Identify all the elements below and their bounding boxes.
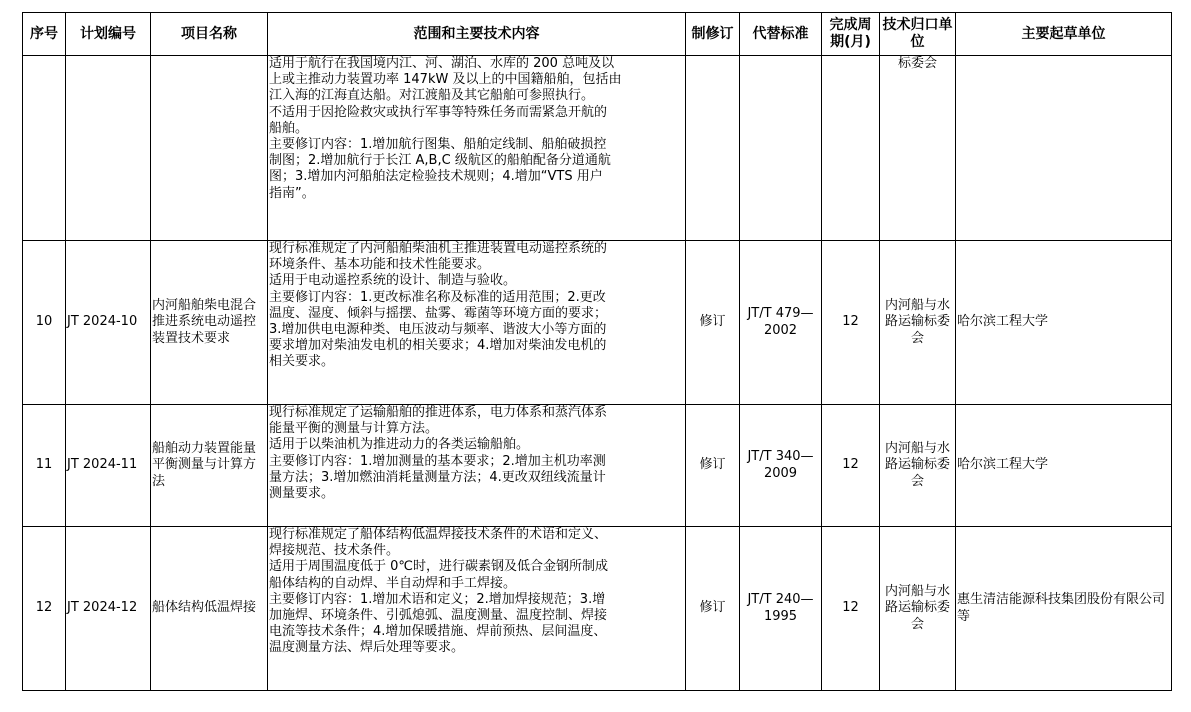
scope-line: 船体结构的自动焊、半自动焊和手工焊接。	[269, 575, 517, 591]
cell-seq: 10	[23, 241, 66, 405]
cell-scope	[268, 56, 686, 241]
table-row	[23, 241, 1172, 405]
scope-line: 加施焊、环境条件、引弧熄弧、温度测量、温度控制、焊接	[269, 608, 608, 624]
header-replace-standard: 代替标准	[740, 13, 822, 56]
header-scope: 范围和主要技术内容	[268, 13, 686, 56]
scope-line: 现行标准规定了船体结构低温焊接技术条件的术语和定义、	[269, 527, 608, 542]
scope-line: 3.增加供电电源种类、电压波动与频率、谐波大小等方面的	[269, 322, 607, 338]
cell-revise: 修订	[686, 527, 740, 691]
table-row	[23, 56, 1172, 241]
scope-line: 主要修订内容：1.增加术语和定义；2.增加焊接规范；3.增	[269, 591, 606, 607]
scope-line: 现行标准规定了运输船舶的推进体系，电力体系和蒸汽体系	[269, 405, 608, 420]
scope-line: 测量要求。	[269, 486, 335, 502]
scope-line: 主要修订内容：1.增加航行图集、船舶定线制、船舶破损控	[269, 137, 607, 153]
standards-plan-table	[22, 12, 1172, 691]
header-plan-no: 计划编号	[66, 13, 151, 56]
scope-line: 适用于以柴油机为推进动力的各类运输船舶。	[269, 437, 530, 453]
cell-replace-standard: JT/T 479—2002	[740, 241, 822, 405]
cell-period	[822, 56, 880, 241]
cell-project-name: 船体结构低温焊接	[151, 527, 268, 691]
cell-drafter: 哈尔滨工程大学	[956, 405, 1172, 527]
cell-scope	[268, 527, 686, 691]
header-seq: 序号	[23, 13, 66, 56]
cell-replace-standard: JT/T 240—1995	[740, 527, 822, 691]
cell-revise: 修订	[686, 241, 740, 405]
scope-line: 制图；2.增加航行于长江 A,B,C 级航区的船舶配备分道通航	[269, 153, 611, 169]
cell-revise	[686, 56, 740, 241]
scope-line: 现行标准规定了内河船舶柴油机主推进装置电动遥控系统的	[269, 241, 608, 256]
scope-line: 电流等技术条件；4.增加保暖措施、焊前预热、层间温度、	[269, 624, 607, 640]
scope-line: 不适用于因抢险救灾或执行军事等特殊任务而需紧急开航的	[269, 104, 608, 120]
cell-project-name: 内河船舶柴电混合推进系统电动遥控装置技术要求	[151, 241, 268, 405]
scope-line: 江入海的江海直达船。对江渡船及其它船舶可参照执行。	[269, 88, 595, 104]
header-owner: 技术归口单位	[880, 13, 956, 56]
cell-period: 12	[822, 405, 880, 527]
header-project-name: 项目名称	[151, 13, 268, 56]
scope-line: 适用于周围温度低于 0℃时，进行碳素钢及低合金钢所制成	[269, 559, 609, 575]
cell-seq: 12	[23, 527, 66, 691]
scope-line: 温度、湿度、倾斜与摇摆、盐雾、霉菌等环境方面的要求；	[269, 305, 608, 321]
scope-line: 指南”。	[269, 185, 315, 201]
table-row	[23, 527, 1172, 691]
scope-line: 图；3.增加内河船舶法定检验技术规则；4.增加“VTS 用户	[269, 169, 603, 185]
cell-owner: 内河船与水路运输标委会	[880, 405, 956, 527]
cell-project-name: 船舶动力装置能量平衡测量与计算方法	[151, 405, 268, 527]
scope-line: 要求增加对柴油发电机的相关要求；4.增加对柴油发电机的	[269, 338, 607, 354]
scope-line: 主要修订内容：1.增加测量的基本要求；2.增加主机功率测	[269, 453, 606, 469]
cell-period: 12	[822, 527, 880, 691]
cell-drafter: 惠生清洁能源科技集团股份有限公司等	[956, 527, 1172, 691]
cell-drafter: 哈尔滨工程大学	[956, 241, 1172, 405]
scope-line: 上或主推动力装置功率 147kW 及以上的中国籍船舶，包括由	[269, 72, 622, 88]
cell-period: 12	[822, 241, 880, 405]
cell-seq: 11	[23, 405, 66, 527]
header-row	[23, 13, 1172, 56]
header-drafter: 主要起草单位	[956, 13, 1172, 56]
scope-line: 船舶。	[269, 120, 309, 136]
cell-owner: 标委会	[880, 56, 956, 241]
cell-plan-no: JT 2024-11	[66, 405, 151, 527]
scope-line: 温度测量方法、焊后处理等要求。	[269, 640, 465, 656]
cell-drafter	[956, 56, 1172, 241]
cell-owner: 内河船与水路运输标委会	[880, 527, 956, 691]
header-revise: 制修订	[686, 13, 740, 56]
cell-replace-standard	[740, 56, 822, 241]
scope-line: 适用于电动遥控系统的设计、制造与验收。	[269, 273, 517, 289]
cell-replace-standard: JT/T 340—2009	[740, 405, 822, 527]
scope-line: 适用于航行在我国境内江、河、湖泊、水库的 200 总吨及以	[269, 56, 615, 71]
cell-plan-no: JT 2024-12	[66, 527, 151, 691]
cell-plan-no: JT 2024-10	[66, 241, 151, 405]
cell-owner: 内河船与水路运输标委会	[880, 241, 956, 405]
cell-plan-no	[66, 56, 151, 241]
scope-line: 焊接规范、技术条件。	[269, 543, 400, 559]
cell-scope	[268, 405, 686, 527]
cell-scope	[268, 241, 686, 405]
scope-line: 量方法；3.增加燃油消耗量测量方法；4.更改双纽线流量计	[269, 469, 606, 485]
scope-line: 能量平衡的测量与计算方法。	[269, 421, 439, 437]
cell-revise: 修订	[686, 405, 740, 527]
cell-seq	[23, 56, 66, 241]
scope-line: 主要修订内容：1.更改标准名称及标准的适用范围；2.更改	[269, 289, 606, 305]
scope-line: 环境条件、基本功能和技术性能要求。	[269, 257, 491, 273]
scope-line: 相关要求。	[269, 354, 335, 370]
cell-project-name	[151, 56, 268, 241]
table-row	[23, 405, 1172, 527]
header-period: 完成周期(月)	[822, 13, 880, 56]
